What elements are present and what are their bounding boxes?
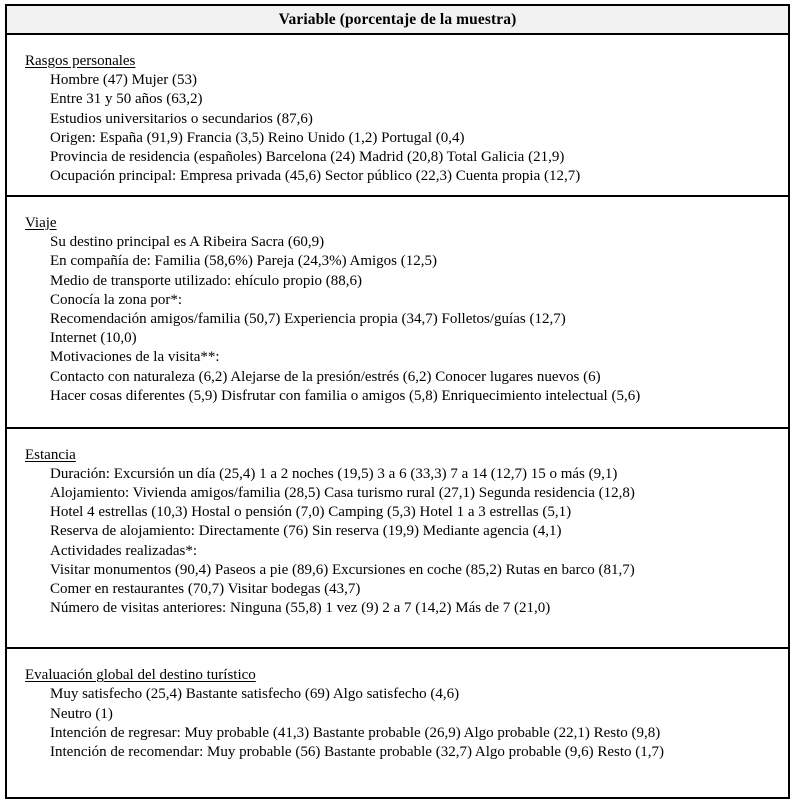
table-section-evaluacion-global xyxy=(7,649,788,797)
table-row: Visitar monumentos (90,4) Paseos a pie (89,6) Excursiones en coche (85,2) Rutas en barco (81,7) xyxy=(50,561,635,578)
table-row: Motivaciones de la visita**: xyxy=(50,349,220,366)
table-section-viaje xyxy=(7,197,788,429)
table-row: Alojamiento: Vivienda amigos/familia (28,5) Casa turismo rural (27,1) Segunda residencia (12,8) xyxy=(50,484,635,501)
table-section-rasgos-personales xyxy=(7,35,788,197)
section-lines-viaje xyxy=(50,233,780,406)
table-row: Entre 31 y 50 años (63,2) xyxy=(50,91,203,108)
table-row: Número de visitas anteriores: Ninguna (55,8) 1 vez (9) 2 a 7 (14,2) Más de 7 (21,0) xyxy=(50,600,551,617)
table-row: Neutro (1) xyxy=(50,705,113,722)
table-row: Duración: Excursión un día (25,4) 1 a 2 noches (19,5) 3 a 6 (33,3) 7 a 14 (12,7) 15 o más (9,1) xyxy=(50,465,618,482)
section-title-evaluacion-global: Evaluación global del destino turístico xyxy=(25,667,256,684)
table-row: Medio de transporte utilizado: ehículo propio (88,6) xyxy=(50,272,363,289)
variables-table xyxy=(5,4,790,799)
section-lines-estancia xyxy=(50,465,780,619)
table-row: Contacto con naturaleza (6,2) Alejarse de la presión/estrés (6,2) Conocer lugares nuevos (6) xyxy=(50,368,601,385)
section-title-viaje: Viaje xyxy=(25,214,57,231)
table-header-row xyxy=(7,6,788,35)
table-row: Provincia de residencia (españoles) Barcelona (24) Madrid (20,8) Total Galicia (21,9) xyxy=(50,148,565,165)
section-title-estancia: Estancia xyxy=(25,446,76,463)
table-row: En compañía de: Familia (58,6%) Pareja (24,3%) Amigos (12,5) xyxy=(50,253,437,270)
table-row: Origen: España (91,9) Francia (3,5) Reino Unido (1,2) Portugal (0,4) xyxy=(50,129,465,146)
table-row: Hacer cosas diferentes (5,9) Disfrutar con familia o amigos (5,8) Enriquecimiento intelectual (5,6) xyxy=(50,387,641,404)
section-lines-evaluacion-global xyxy=(50,685,780,762)
section-title-rasgos-personales: Rasgos personales xyxy=(25,52,136,69)
table-row: Intención de recomendar: Muy probable (56) Bastante probable (32,7) Algo probable (9,6) Resto (1,7) xyxy=(50,744,664,761)
table-row: Recomendación amigos/familia (50,7) Experiencia propia (34,7) Folletos/guías (12,7) xyxy=(50,310,566,327)
table-row: Comer en restaurantes (70,7) Visitar bodegas (43,7) xyxy=(50,581,361,597)
table-row: Hombre (47) Mujer (53) xyxy=(50,72,198,89)
table-row: Muy satisfecho (25,4) Bastante satisfecho (69) Algo satisfecho (4,6) xyxy=(50,686,460,703)
section-lines-rasgos-personales xyxy=(50,71,780,186)
table-row: Hotel 4 estrellas (10,3) Hostal o pensión (7,0) Camping (5,3) Hotel 1 a 3 estrellas (5,1) xyxy=(50,504,572,521)
table-section-estancia xyxy=(7,429,788,650)
table-row: Conocía la zona por*: xyxy=(50,291,183,308)
table-row: Estudios universitarios o secundarios (87,6) xyxy=(50,110,313,127)
table-row: Ocupación principal: Empresa privada (45,6) Sector público (22,3) Cuenta propia (12,7) xyxy=(50,168,581,185)
table-header-title: Variable (porcentaje de la muestra) xyxy=(278,10,517,28)
table-row: Reserva de alojamiento: Directamente (76) Sin reserva (19,9) Mediante agencia (4,1) xyxy=(50,523,562,540)
table-row: Su destino principal es A Ribeira Sacra (60,9) xyxy=(50,234,325,251)
table-row: Actividades realizadas*: xyxy=(50,542,198,559)
table-row: Internet (10,0) xyxy=(50,330,137,347)
table-row: Intención de regresar: Muy probable (41,3) Bastante probable (26,9) Algo probable (22,1) Resto (9,8) xyxy=(50,724,661,741)
